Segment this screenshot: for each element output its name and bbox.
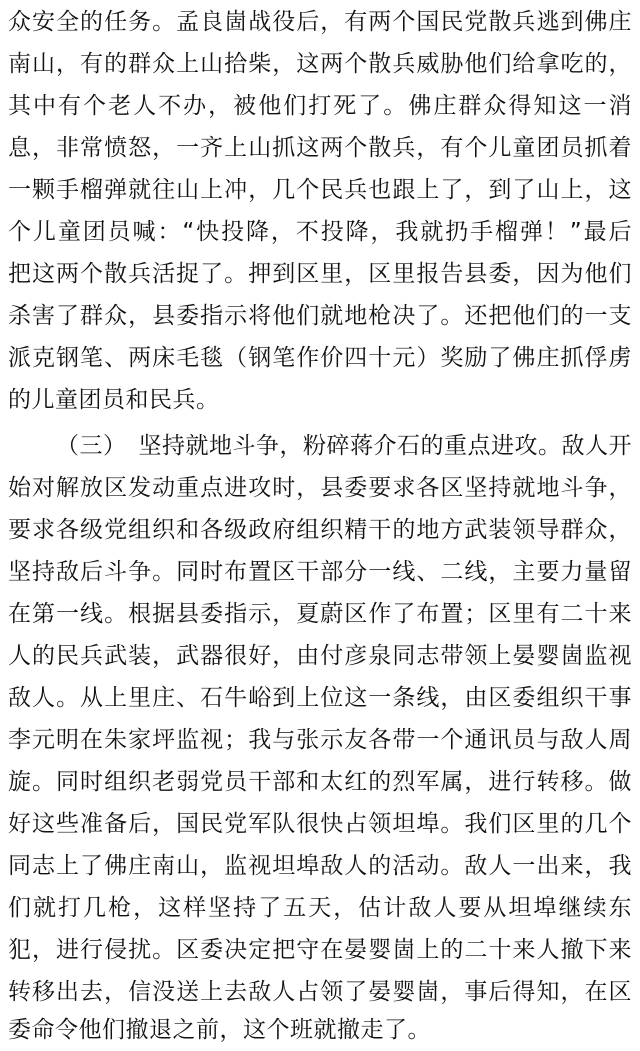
text-line: 把这两个散兵活捉了。押到区里，区里报告县委，因为他们	[8, 261, 632, 287]
text-line: 个儿童团员喊：“快投降，不投降，我就扔手榴弹！”最后	[8, 219, 632, 245]
text-line: 们就打几枪，这样坚持了五天，估计敌人要从坦埠继续东	[8, 895, 632, 921]
text-line: 犯，进行侵扰。区委决定把守在晏婴崮上的二十来人撤下来	[8, 937, 632, 963]
section-heading-line: （三） 坚持就地斗争，粉碎蒋介石的重点进攻。敌人开	[56, 433, 632, 459]
text-line: 杀害了群众，县委指示将他们就地枪决了。还把他们的一支	[8, 303, 632, 329]
text-line: 息，非常愤怒，一齐上山抓这两个散兵，有个儿童团员抓着	[8, 135, 632, 161]
text-line: 众安全的任务。孟良崮战役后，有两个国民党散兵逃到佛庄	[8, 9, 632, 35]
text-line: 在第一线。根据县委指示，夏蔚区作了布置；区里有二十来	[8, 601, 632, 627]
text-line: 李元明在朱家坪监视；我与张示友各带一个通讯员与敌人周	[8, 727, 632, 753]
text-line: 好这些准备后，国民党军队很快占领坦埠。我们区里的几个	[8, 811, 632, 837]
text-line: 同志上了佛庄南山，监视坦埠敌人的活动。敌人一出来，我	[8, 853, 632, 879]
text-line: 其中有个老人不办，被他们打死了。佛庄群众得知这一消	[8, 93, 632, 119]
text-line: 南山，有的群众上山拾柴，这两个散兵威胁他们给拿吃的，	[8, 51, 632, 77]
text-line: 人的民兵武装，武器很好，由付彦泉同志带领上晏婴崮监视	[8, 643, 632, 669]
text-line: 敌人。从上里庄、石牛峪到上位这一条线，由区委组织干事	[8, 685, 632, 711]
text-line: 旋。同时组织老弱党员干部和太红的烈军属，进行转移。做	[8, 769, 632, 795]
text-line: 一颗手榴弹就往山上冲，几个民兵也跟上了，到了山上，这	[8, 177, 632, 203]
paragraph-end-line: 的儿童团员和民兵。	[8, 387, 220, 413]
text-line: 要求各级党组织和各级政府组织精干的地方武装领导群众，	[8, 517, 632, 543]
text-line: 坚持敌后斗争。同时布置区干部分一线、二线，主要力量留	[8, 559, 632, 585]
paragraph-end-line: 委命令他们撤退之前，这个班就撤走了。	[8, 1017, 431, 1043]
text-line: 始对解放区发动重点进攻时，县委要求各区坚持就地斗争，	[8, 475, 632, 501]
text-line: 派克钢笔、两床毛毯（钢笔作价四十元）奖励了佛庄抓俘虏	[8, 345, 632, 371]
text-line: 转移出去，信没送上去敌人占领了晏婴崮，事后得知，在区	[8, 979, 632, 1005]
